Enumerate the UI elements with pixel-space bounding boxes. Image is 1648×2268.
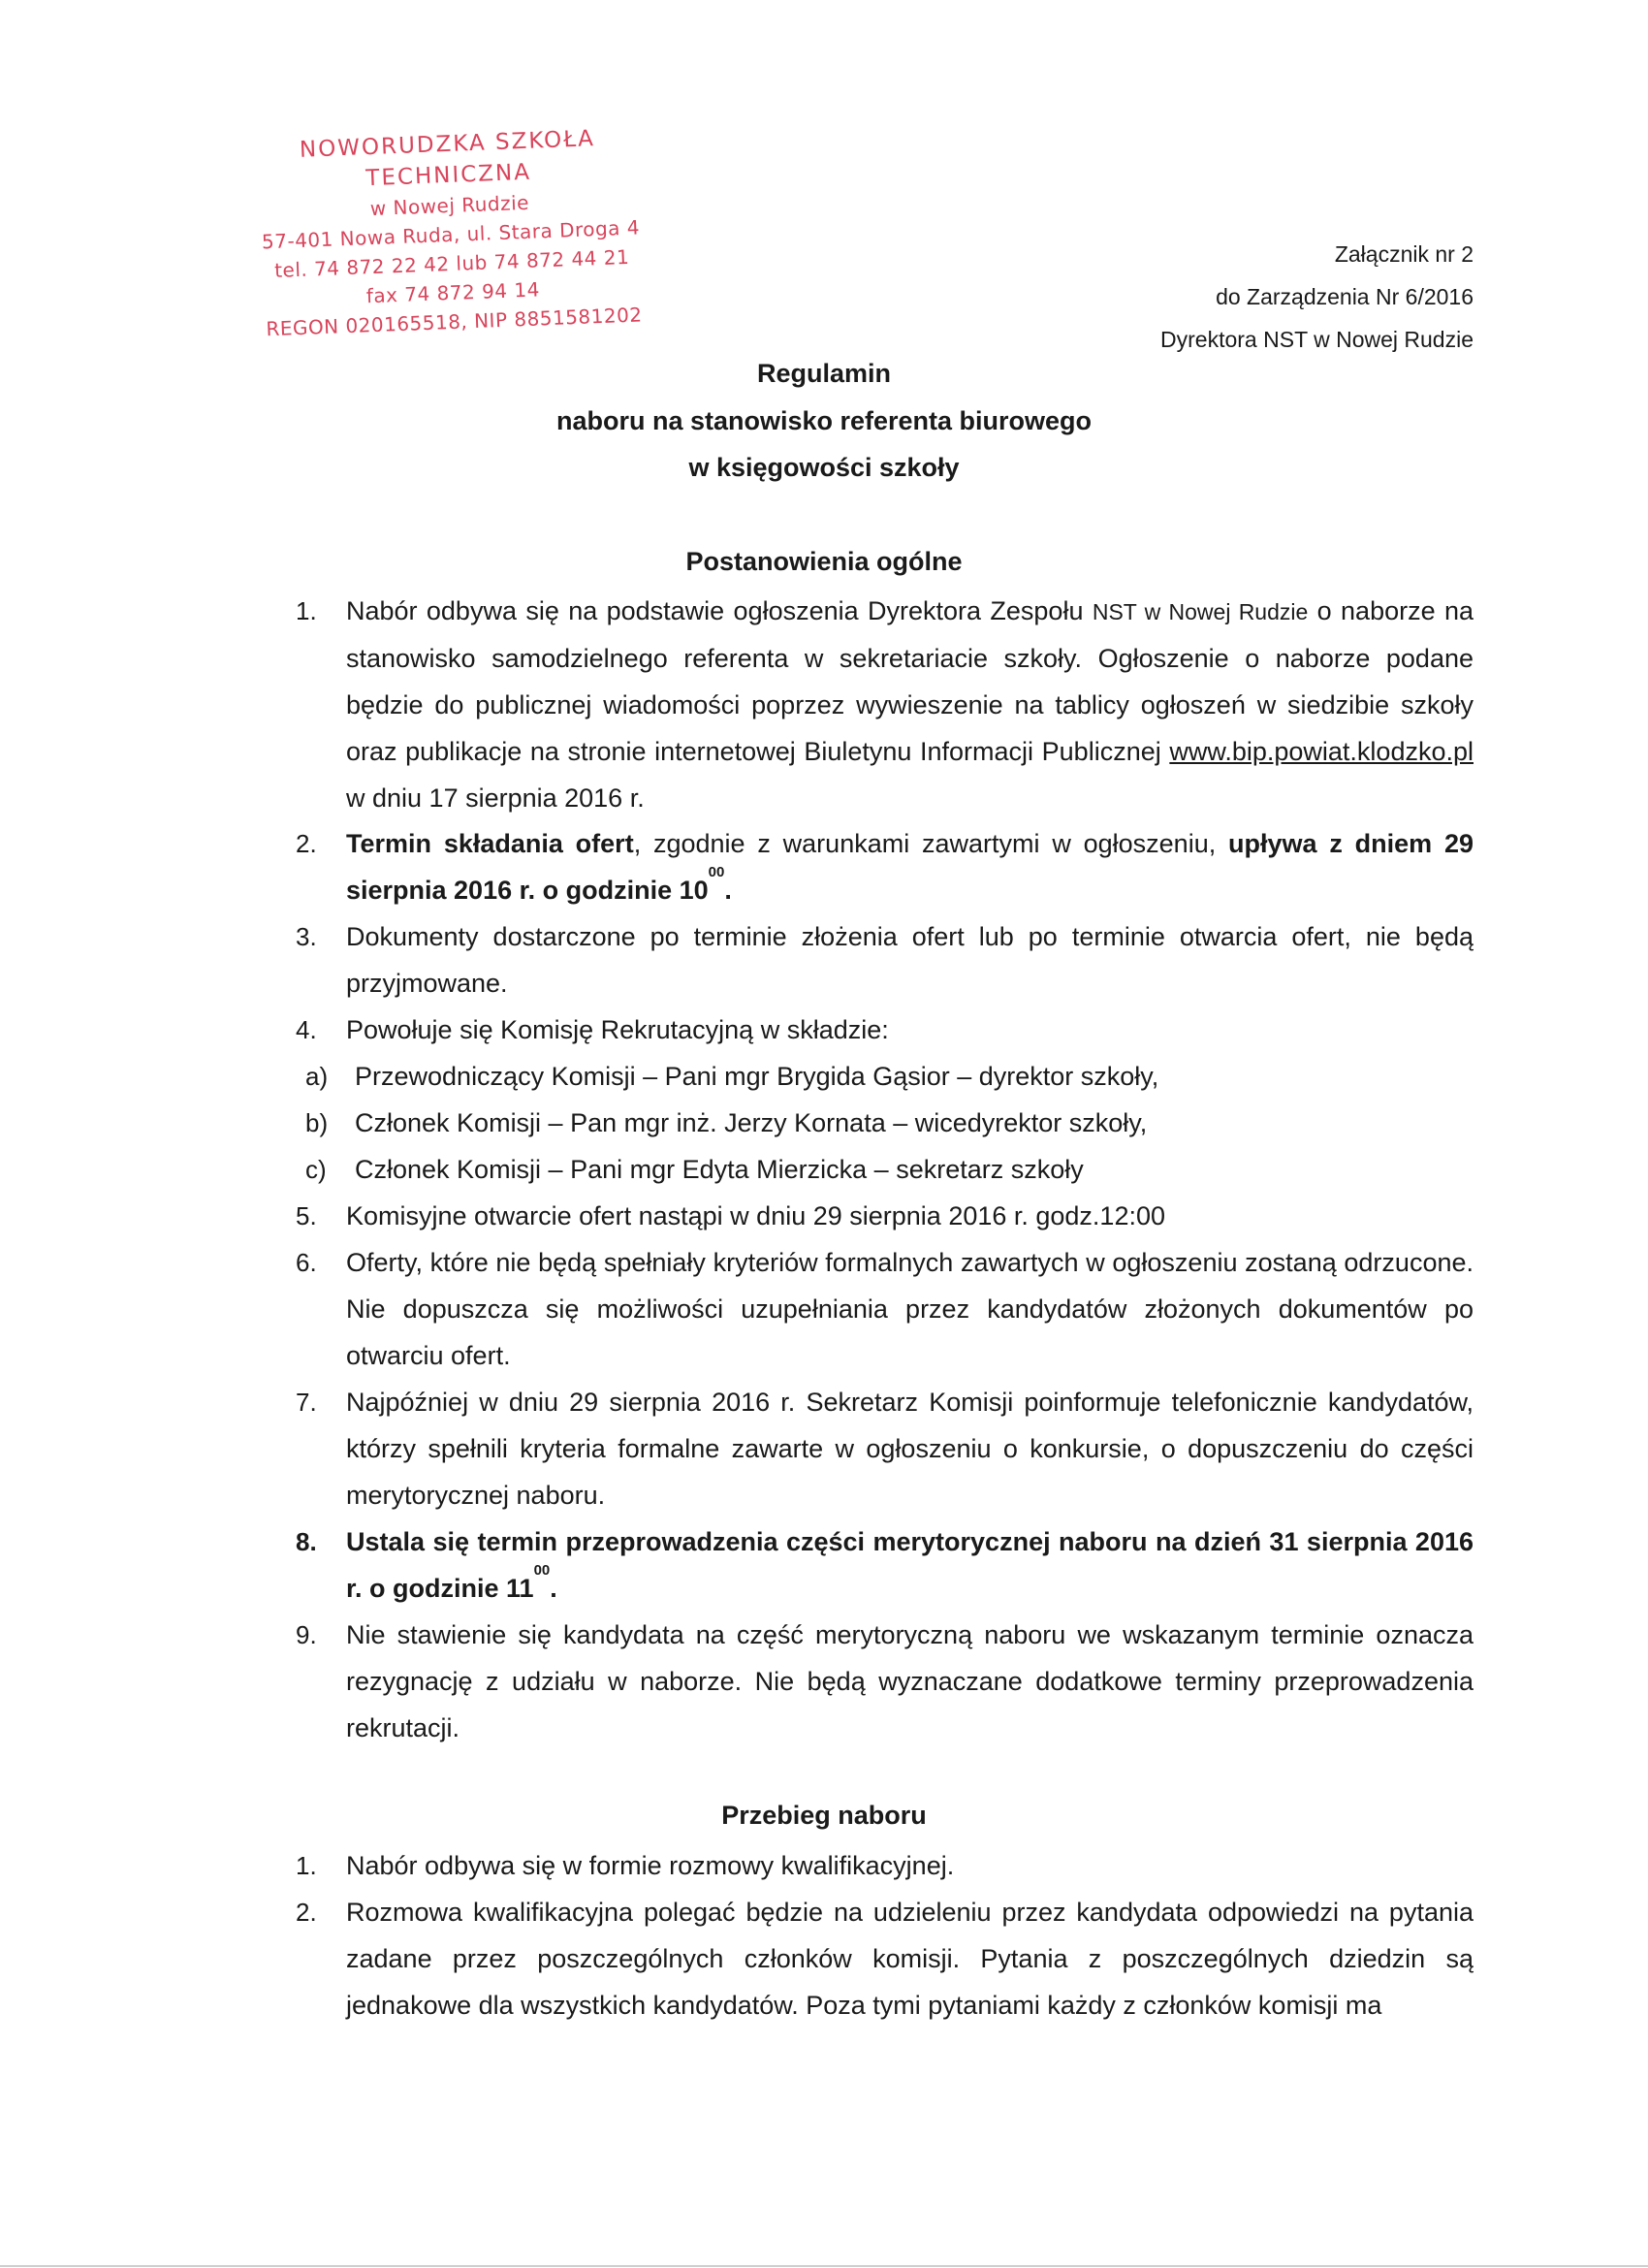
item-text: o naborze na stanowisko samodzielnego referenta w sekretariacie szkoły. Ogłoszenie o naborze podane będzie do publicznej wiadomości poprzez wywieszenie na tablicy ogłoszeń w siedzibie szkoły oraz publikacje na stronie internetowej Biuletynu Informacji Publicznej — [346, 596, 1474, 766]
document-title: Regulamin — [756, 359, 892, 388]
item-superscript: 00 — [708, 864, 725, 880]
document-subtitle-2: w księgowości szkoły — [688, 453, 960, 482]
item-superscript: 00 — [533, 1562, 551, 1579]
sub-item: Członek Komisji – Pani mgr Edyta Mierzicka – sekretarz szkoły — [355, 1155, 1084, 1184]
sub-item: Przewodniczący Komisji – Pani mgr Brygida Gąsior – dyrektor szkoły, — [355, 1062, 1159, 1091]
item-text: NST w Nowej Rudzie — [1092, 599, 1309, 624]
document-subtitle: naboru na stanowisko referenta biurowego — [555, 406, 1093, 435]
item-text: . — [550, 1574, 557, 1603]
item-number: 1. — [296, 1851, 317, 1880]
annex-director: Dyrektora NST w Nowej Rudzie — [1160, 327, 1474, 352]
list-item: Najpóźniej w dniu 29 sierpnia 2016 r. Sekretarz Komisji poinformuje telefonicznie kandydatów, którzy spełnili kryteria formalne zawarte w ogłoszeniu o konkursie, o dopuszczeniu do części merytorycznej naboru. — [346, 1388, 1474, 1510]
item-number: 4. — [296, 1015, 317, 1044]
stamp-school-name: NOWORUDZKA SZKOŁA TECHNICZNA — [299, 126, 596, 192]
item-number: 9. — [296, 1620, 317, 1649]
section-heading-general: Postanowienia ogólne — [685, 547, 963, 576]
item-text: , zgodnie z warunkami zawartymi w ogłoszeniu, — [633, 829, 1229, 858]
list-item: Rozmowa kwalifikacyjna polegać będzie na udzieleniu przez kandydata odpowiedzi na pytania zadane przez poszczególnych członków komisji. Pytania z poszczególnych dziedzin są jednakowe dla wszystkich kandydatów. Poza tymi pytaniami każdy z członków komisji ma — [346, 1898, 1474, 2020]
item-text: upływa z dniem 29 sierpnia 2016 r. o godzinie 10 — [346, 829, 1474, 905]
annex-number: Załącznik nr 2 — [1334, 241, 1474, 267]
item-number: 6. — [296, 1248, 317, 1277]
list-item — [346, 1518, 1474, 1612]
item-number: 3. — [296, 922, 317, 951]
list-item: Nie stawienie się kandydata na część merytoryczną naboru we wskazanym terminie oznacza rezygnację z udziału w naborze. Nie będą wyznaczane dodatkowe terminy przeprowadzenia rekrutacji. — [346, 1620, 1474, 1742]
school-stamp — [219, 120, 682, 345]
stamp-fax: fax 74 872 94 14 — [365, 277, 541, 308]
list-item: Oferty, które nie będą spełniały kryteriów formalnych zawartych w ogłoszeniu zostaną odrzucone. Nie dopuszcza się możliwości uzupełniania przez kandydatów złożonych dokumentów po otwarciu ofert. — [346, 1248, 1474, 1370]
sub-item: Członek Komisji – Pan mgr inż. Jerzy Kornata – wicedyrektor szkoły, — [355, 1108, 1148, 1137]
list-item: Dokumenty dostarczone po terminie złożenia ofert lub po terminie otwarcia ofert, nie będą przyjmowane. — [346, 922, 1474, 998]
item-text: w dniu 17 sierpnia 2016 r. — [346, 783, 645, 813]
list-item: Komisyjne otwarcie ofert nastąpi w dniu 29 sierpnia 2016 r. godz.12:00 — [346, 1201, 1166, 1230]
sub-item-letter: c) — [305, 1155, 327, 1184]
stamp-town: w Nowej Rudzie — [369, 190, 530, 221]
item-text: Termin składania ofert — [346, 829, 634, 858]
item-text: Nabór odbywa się na podstawie ogłoszenia Dyrektora Zespołu — [346, 596, 1093, 625]
scan-edge — [0, 2265, 1648, 2267]
bip-link[interactable]: www.bip.powiat.klodzko.pl — [1169, 737, 1474, 766]
section-heading-process: Przebieg naboru — [721, 1801, 927, 1830]
annex-order: do Zarządzenia Nr 6/2016 — [1216, 284, 1474, 309]
stamp-address: 57-401 Nowa Ruda, ul. Stara Droga 4 — [261, 215, 641, 254]
list-item: Powołuje się Komisję Rekrutacyjną w składzie: — [346, 1015, 889, 1044]
item-number: 7. — [296, 1388, 317, 1417]
item-number: 2. — [296, 829, 317, 858]
item-number: 2. — [296, 1898, 317, 1927]
sub-item-letter: b) — [305, 1108, 329, 1137]
list-item — [346, 588, 1474, 821]
sub-item-letter: a) — [305, 1062, 329, 1091]
item-number: 1. — [296, 596, 317, 625]
item-text: . — [724, 876, 732, 905]
list-item: Nabór odbywa się w formie rozmowy kwalifikacyjnej. — [346, 1851, 955, 1880]
list-item — [346, 820, 1474, 913]
item-number: 8. — [296, 1527, 317, 1556]
item-number: 5. — [296, 1201, 317, 1230]
annex-reference — [1160, 233, 1474, 361]
item-text: Ustala się termin przeprowadzenia części merytorycznej naboru na dzień 31 sierpnia 2016 r. o godzinie 11 — [346, 1527, 1474, 1603]
stamp-phone: tel. 74 872 22 42 lub 74 872 44 21 — [273, 244, 630, 282]
stamp-regon-nip: REGON 020165518, NIP 8851581202 — [265, 303, 643, 341]
